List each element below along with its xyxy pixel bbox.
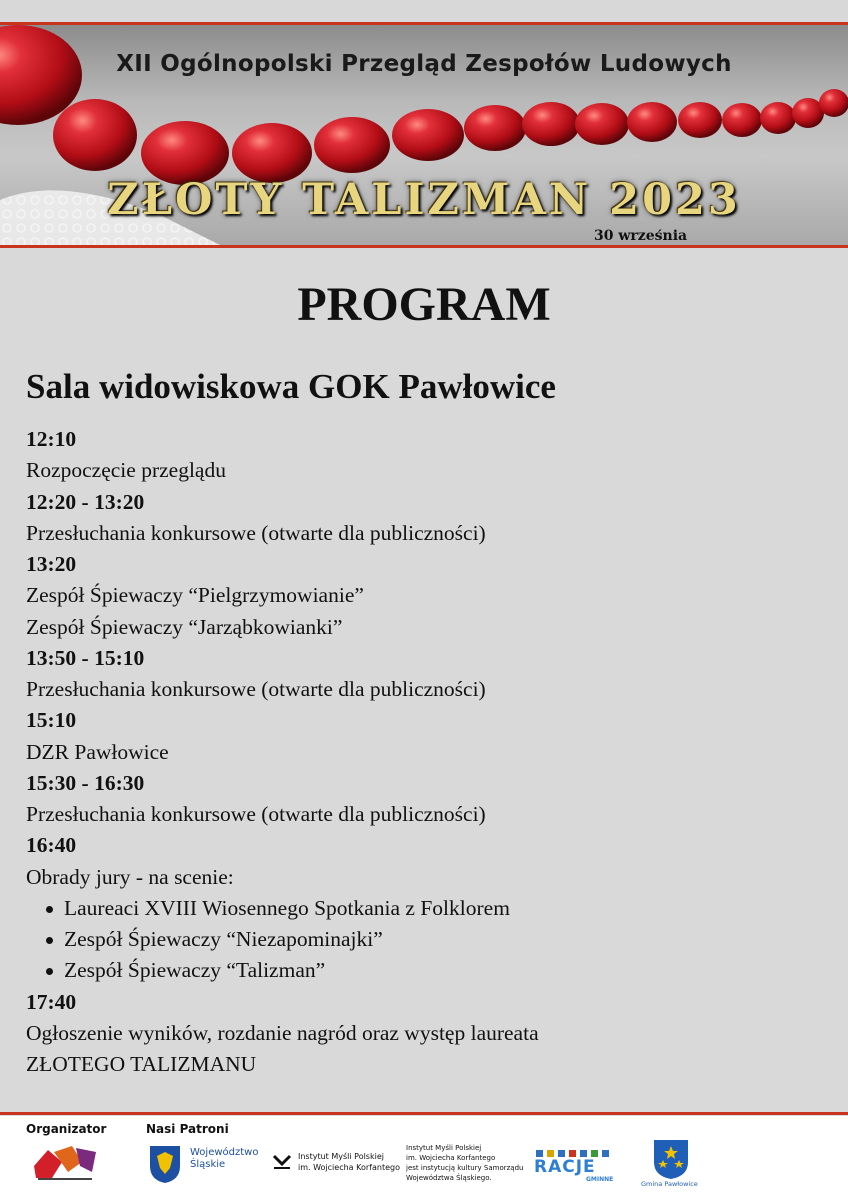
festival-subtitle: XII Ogólnopolski Przegląd Zespołów Ludowych [116, 51, 732, 77]
top-strip [0, 0, 848, 22]
racje-subtitle: GMINNE [586, 1176, 614, 1183]
time-slot: 12:20 - 13:20 [26, 489, 145, 514]
imp-name-line1: Instytut Myśli Polskiej [298, 1152, 384, 1161]
organizer-label: Organizator [26, 1122, 107, 1136]
voivodeship-line1: Województwo [190, 1147, 259, 1158]
event-description: Przesłuchania konkursowe (otwarte dla publiczności) [26, 802, 486, 826]
list-item: Laureaci XVIII Wiosennego Spotkania z Folklorem [26, 893, 826, 924]
program-heading: PROGRAM [297, 278, 551, 331]
imp-info-line4: Województwa Śląskiego. [406, 1174, 492, 1182]
footer-red-rule [0, 1112, 848, 1115]
time-slot: 13:20 [26, 552, 77, 576]
banner-red-rule [0, 245, 848, 248]
time-slot: 17:40 [26, 989, 77, 1014]
patrons-label: Nasi Patroni [146, 1122, 229, 1136]
bead-chain [0, 25, 848, 185]
event-description: ZŁOTEGO TALIZMANU [26, 1052, 257, 1076]
time-slot: 15:10 [26, 708, 77, 733]
event-description: Zespół Śpiewaczy “Pielgrzymowianie” [26, 583, 364, 608]
list-item: Zespół Śpiewaczy “Niezapominajki” [26, 924, 826, 955]
footer-sponsors [0, 1116, 848, 1200]
jury-performers-list [26, 893, 826, 987]
event-description: Przesłuchania konkursowe (otwarte dla publiczności) [26, 677, 486, 701]
imp-info-line2: im. Wojciecha Korfantego [406, 1154, 496, 1162]
imp-info-line3: jest instytucją kultury Samorządu [406, 1164, 524, 1172]
imp-name-line2: im. Wojciecha Korfantego [298, 1163, 400, 1172]
venue-heading: Sala widowiskowa GOK Pawłowice [26, 367, 556, 406]
event-description: Przesłuchania konkursowe (otwarte dla publiczności) [26, 520, 486, 545]
schedule-list [26, 424, 826, 1080]
festival-title: ZŁOTY TALIZMAN 2023 [107, 175, 741, 225]
event-description: Obrady jury - na scenie: [26, 864, 234, 889]
time-slot: 12:10 [26, 427, 77, 451]
imp-logo-icon [272, 1154, 292, 1170]
time-slot: 16:40 [26, 833, 77, 858]
event-description: DZR Pawłowice [26, 739, 169, 764]
imp-info-line1: Instytut Myśli Polskiej [406, 1144, 482, 1152]
list-item: Zespół Śpiewaczy “Talizman” [26, 955, 826, 986]
time-slot: 13:50 - 15:10 [26, 645, 145, 670]
voivodeship-line2: Śląskie [190, 1159, 226, 1170]
header-banner [0, 25, 848, 245]
organizer-logo-icon [32, 1142, 100, 1182]
event-description: Rozpoczęcie przeglądu [26, 458, 226, 483]
event-description: Zespół Śpiewaczy “Jarząbkowianki” [26, 614, 343, 639]
event-description: Ogłoszenie wyników, rozdanie nagród oraz występ laureata [26, 1020, 539, 1045]
time-slot: 15:30 - 16:30 [26, 770, 145, 795]
racje-logo-text: RACJE [534, 1157, 596, 1177]
festival-date: 30 września [594, 228, 688, 244]
gmina-label: Gmina Pawłowice [641, 1180, 698, 1188]
pawlowice-crest-icon [652, 1138, 690, 1180]
silesia-crest-icon [148, 1144, 182, 1184]
